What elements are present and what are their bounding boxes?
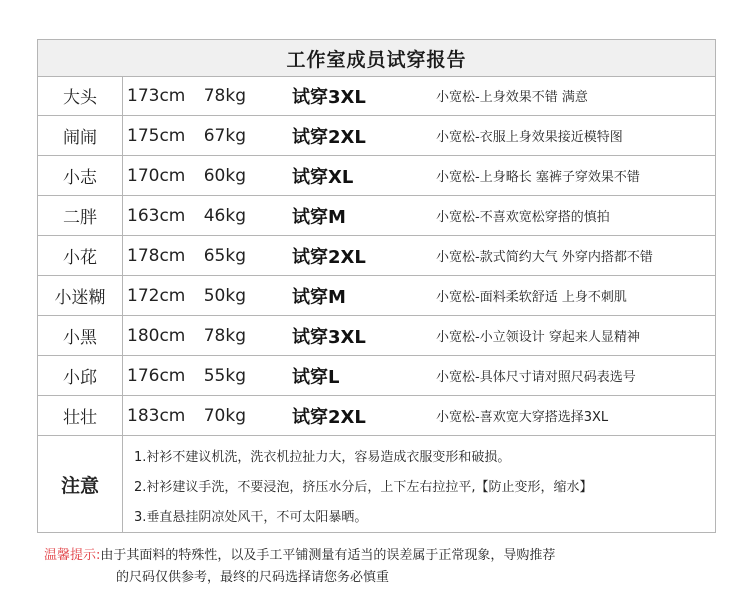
tried-size: 试穿2XL xyxy=(292,126,366,148)
member-height: 178cm xyxy=(127,245,186,266)
member-height: 183cm xyxy=(127,405,186,426)
member-height: 172cm xyxy=(127,285,186,306)
member-height: 175cm xyxy=(127,125,186,146)
member-weight: 65kg xyxy=(203,245,246,266)
table-row xyxy=(38,356,715,396)
tried-size: 试穿M xyxy=(292,286,346,308)
fit-comment: 小宽松-喜欢宽大穿搭选择3XL xyxy=(436,410,609,425)
fit-comment: 小宽松-上身略长 塞裤子穿效果不错 xyxy=(436,170,640,185)
care-notes xyxy=(38,436,715,532)
warm-tip xyxy=(44,546,555,566)
table-row xyxy=(38,236,715,276)
notes-label: 注意 xyxy=(38,436,123,532)
member-weight: 60kg xyxy=(203,165,246,186)
table-row xyxy=(38,196,715,236)
member-name: 小黑 xyxy=(38,316,123,355)
try-on-report-table xyxy=(37,39,716,533)
member-name: 二胖 xyxy=(38,196,123,235)
tip-line-2: 的尺码仅供参考，最终的尺码选择请您务必慎重 xyxy=(116,570,390,585)
report-title: 工作室成员试穿报告 xyxy=(38,40,715,77)
table-row xyxy=(38,76,715,116)
member-height: 163cm xyxy=(127,205,186,226)
member-weight: 78kg xyxy=(203,325,246,346)
fit-comment: 小宽松-面料柔软舒适 上身不刺肌 xyxy=(436,290,627,305)
member-weight: 70kg xyxy=(203,405,246,426)
note-item-2: 2.衬衫建议手洗，不要浸泡，挤压水分后，上下左右拉拉平,【防止变形，缩水】 xyxy=(134,480,593,495)
member-name: 壮壮 xyxy=(38,396,123,435)
note-item-1: 1.衬衫不建议机洗，洗衣机拉扯力大，容易造成衣服变形和破损。 xyxy=(134,450,511,465)
fit-comment: 小宽松-小立领设计 穿起来人显精神 xyxy=(436,330,640,345)
fit-comment: 小宽松-不喜欢宽松穿搭的慎拍 xyxy=(436,210,610,225)
member-height: 176cm xyxy=(127,365,186,386)
member-weight: 50kg xyxy=(203,285,246,306)
member-name: 大头 xyxy=(38,76,123,115)
tried-size: 试穿M xyxy=(292,206,346,228)
table-row xyxy=(38,316,715,356)
tried-size: 试穿3XL xyxy=(292,86,366,108)
tried-size: 试穿L xyxy=(292,366,340,388)
member-name: 小志 xyxy=(38,156,123,195)
tip-line-1: 由于其面料的特殊性，以及手工平铺测量有适当的误差属于正常现象，导购推荐 xyxy=(100,548,556,563)
tried-size: 试穿3XL xyxy=(292,326,366,348)
table-row xyxy=(38,396,715,436)
fit-comment: 小宽松-具体尺寸请对照尺码表选号 xyxy=(436,370,636,385)
member-weight: 55kg xyxy=(203,365,246,386)
member-name: 小邱 xyxy=(38,356,123,395)
table-row xyxy=(38,116,715,156)
tip-label: 温馨提示: xyxy=(44,548,101,563)
fit-comment: 小宽松-款式简约大气 外穿内搭都不错 xyxy=(436,250,653,265)
tried-size: 试穿2XL xyxy=(292,406,366,428)
fit-comment: 小宽松-上身效果不错 满意 xyxy=(436,90,588,105)
member-name: 闹闹 xyxy=(38,116,123,155)
member-height: 180cm xyxy=(127,325,186,346)
tried-size: 试穿2XL xyxy=(292,246,366,268)
member-name: 小花 xyxy=(38,236,123,275)
fit-comment: 小宽松-衣服上身效果接近模特图 xyxy=(436,130,623,145)
member-name: 小迷糊 xyxy=(38,276,123,315)
member-height: 173cm xyxy=(127,85,186,106)
member-weight: 67kg xyxy=(203,125,246,146)
table-row xyxy=(38,156,715,196)
member-weight: 46kg xyxy=(203,205,246,226)
tried-size: 试穿XL xyxy=(292,166,354,188)
table-row xyxy=(38,276,715,316)
note-item-3: 3.垂直悬挂阴凉处风干，不可太阳暴晒。 xyxy=(134,510,368,525)
member-weight: 78kg xyxy=(203,85,246,106)
member-height: 170cm xyxy=(127,165,186,186)
